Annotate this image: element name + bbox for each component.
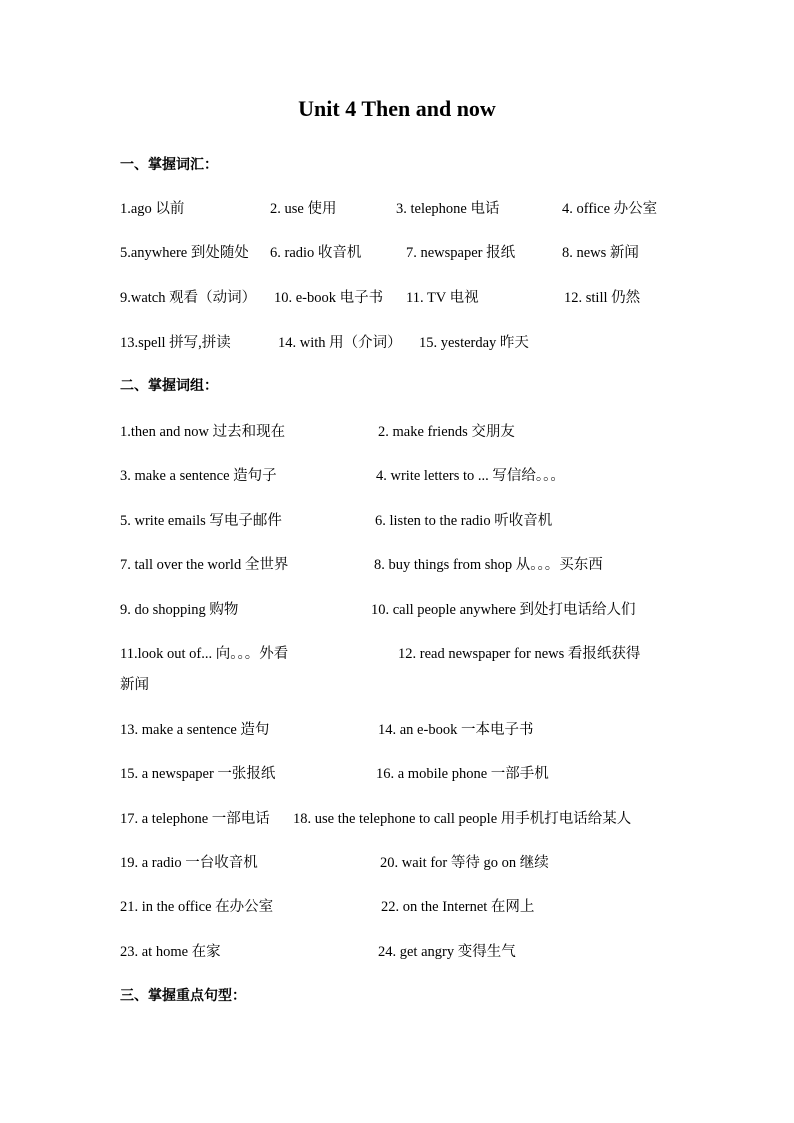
vocab-item: 12. still 仍然 [564,290,641,306]
page-title: Unit 4 Then and now [298,96,496,121]
section-heading-sentences: 三、掌握重点句型： [120,988,246,1004]
vocab-item: 13.spell 拼写,拼读 [120,335,231,351]
phrase-item-continuation: 新闻 [120,677,149,693]
vocab-item: 11. TV 电视 [406,290,479,306]
phrase-item: 23. at home 在家 [120,944,221,960]
phrase-item: 20. wait for 等待 go on 继续 [380,855,549,871]
phrase-item: 19. a radio 一台收音机 [120,855,258,871]
phrase-item: 11.look out of... 向。。。外看 [120,646,289,662]
phrase-item: 3. make a sentence 造句子 [120,468,277,484]
vocab-item: 15. yesterday 昨天 [419,335,529,351]
phrase-item: 2. make friends 交朋友 [378,424,515,440]
vocab-item: 14. with 用（介词） [278,335,402,351]
vocab-item: 2. use 使用 [270,201,337,217]
phrase-item: 21. in the office 在办公室 [120,899,274,915]
phrase-item: 13. make a sentence 造句 [120,722,270,738]
phrase-item: 16. a mobile phone 一部手机 [376,766,549,782]
phrase-item: 15. a newspaper 一张报纸 [120,766,276,782]
phrase-item: 9. do shopping 购物 [120,602,239,618]
phrase-item: 24. get angry 变得生气 [378,944,516,960]
phrase-item: 7. tall over the world 全世界 [120,557,289,573]
phrase-item: 8. buy things from shop 从。。。买东西 [374,557,603,573]
vocab-item: 6. radio 收音机 [270,245,362,261]
vocab-item: 5.anywhere 到处随处 [120,245,249,261]
vocab-item: 9.watch 观看（动词） [120,290,257,306]
phrase-item: 17. a telephone 一部电话 [120,811,270,827]
phrase-item: 5. write emails 写电子邮件 [120,513,282,529]
phrase-item: 6. listen to the radio 听收音机 [375,513,553,529]
vocab-item: 7. newspaper 报纸 [406,245,516,261]
phrase-item: 22. on the Internet 在网上 [381,899,535,915]
phrase-item: 14. an e-book 一本电子书 [378,722,534,738]
vocab-item: 1.ago 以前 [120,201,185,217]
vocab-item: 8. news 新闻 [562,245,639,261]
section-heading-vocabulary: 一、掌握词汇： [120,157,218,173]
vocab-item: 4. office 办公室 [562,201,658,217]
phrase-item: 1.then and now 过去和现在 [120,424,286,440]
section-heading-phrases: 二、掌握词组： [120,378,218,394]
phrase-item: 10. call people anywhere 到处打电话给人们 [371,602,636,618]
phrase-item: 12. read newspaper for news 看报纸获得 [398,646,641,662]
vocab-item: 3. telephone 电话 [396,201,500,217]
phrase-item: 18. use the telephone to call people 用手机打电话给某人 [293,811,632,827]
phrase-item: 4. write letters to ... 写信给。。。 [376,468,565,484]
vocab-item: 10. e-book 电子书 [274,290,384,306]
